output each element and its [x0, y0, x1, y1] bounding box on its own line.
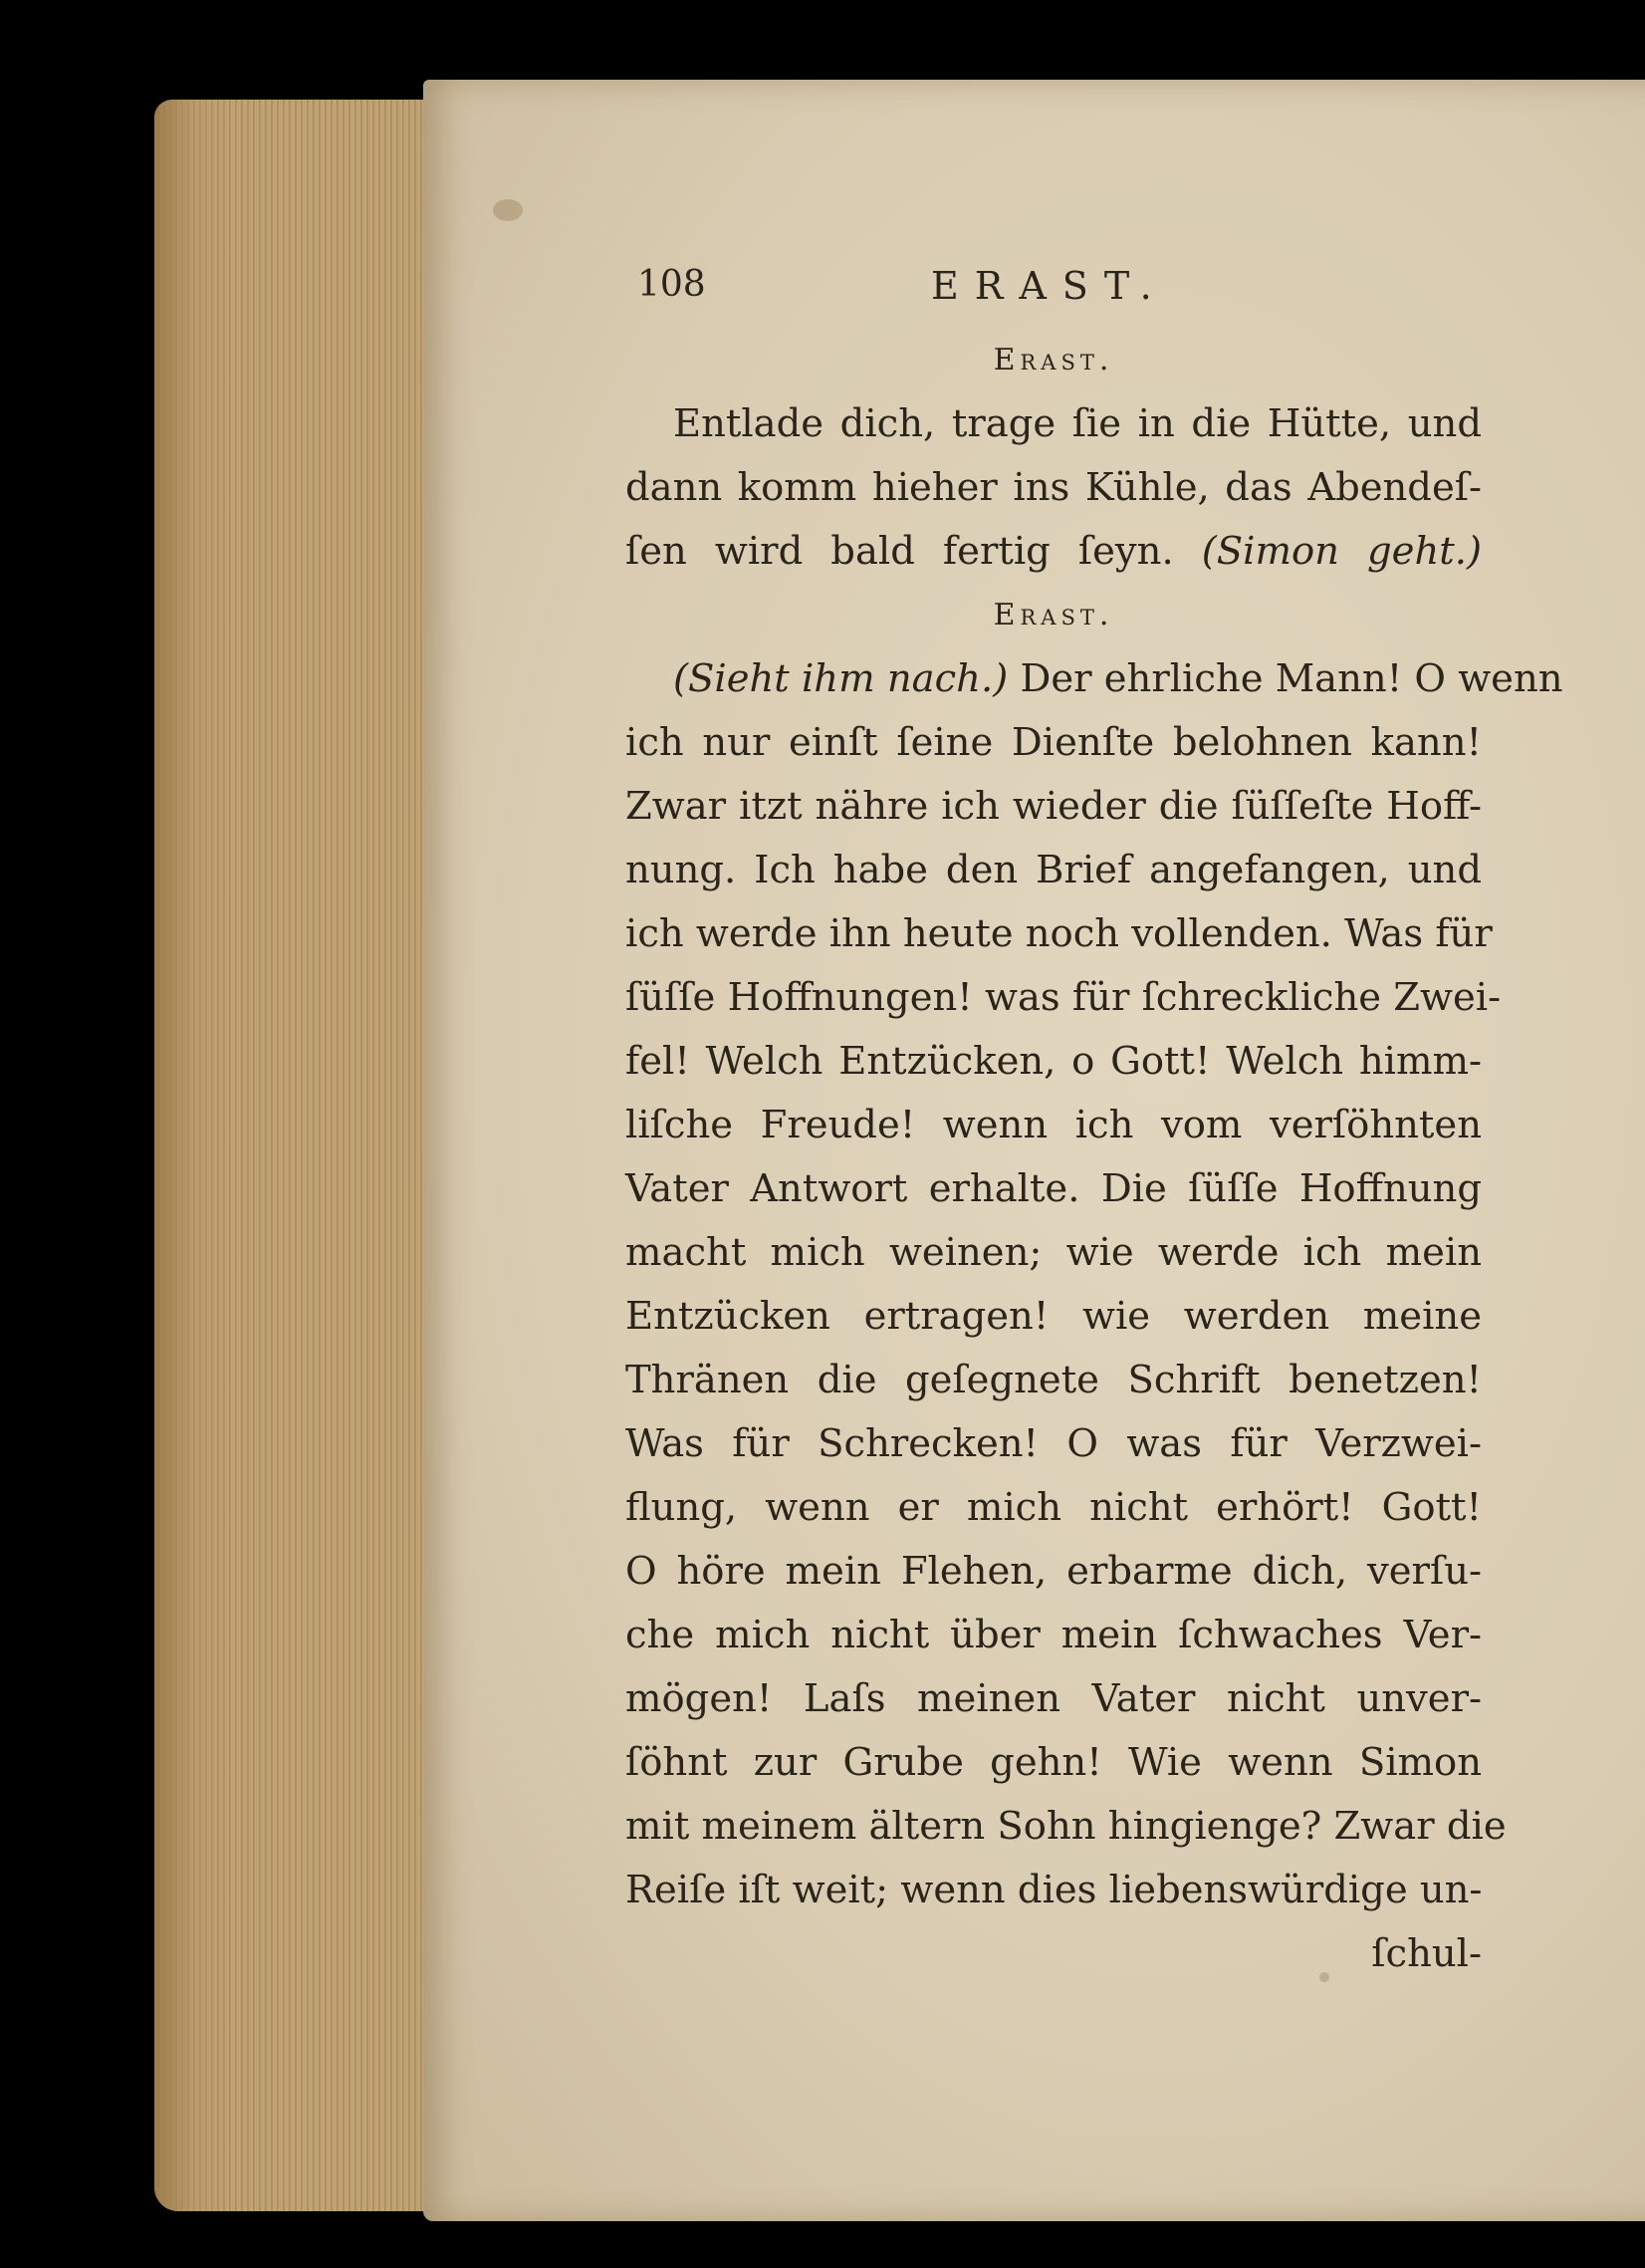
stain	[493, 199, 523, 221]
text-line: fel! Welch Entzücken, o Gott! Welch himm-	[625, 1039, 1482, 1084]
running-title: ERAST.	[931, 264, 1168, 308]
text-line: O höre mein Flehen, erbarme dich, verſu-	[625, 1549, 1482, 1594]
text-line: mit meinem ältern Sohn hingienge? Zwar die	[625, 1804, 1507, 1849]
text-line: flung, wenn er mich nicht erhört! Gott!	[625, 1485, 1482, 1530]
text-line: mögen! Laſs meinen Vater nicht unver-	[625, 1676, 1482, 1721]
text-line: Zwar itzt nähre ich wieder die ſüſſeſte Hoff-	[625, 784, 1482, 829]
stage-direction: (Simon geht.)	[1201, 529, 1482, 574]
text-line: Thränen die geſegnete Schrift benetzen!	[625, 1358, 1482, 1402]
text-line: nung. Ich habe den Brief angefangen, und	[625, 848, 1482, 892]
text-line: Entlade dich, trage ſie in die Hütte, und	[673, 401, 1482, 446]
text-line: ſüſſe Hoffnungen! was für ſchreckliche Zwei-	[625, 975, 1502, 1020]
text-line: Vater Antwort erhalte. Die ſüſſe Hoffnung	[625, 1166, 1482, 1211]
text-line: Entzücken ertragen! wie werden meine	[625, 1294, 1482, 1339]
text-line: dann komm hieher ins Kühle, das Abendeſ-	[625, 465, 1482, 510]
speaker-heading: Erast.	[993, 598, 1114, 632]
speaker-heading: Erast.	[993, 343, 1114, 378]
catchword: ſchul-	[1371, 1931, 1482, 1976]
text-line: ich werde ihn heute noch vollenden. Was für	[625, 911, 1493, 956]
line-text: Der ehrliche Mann! O wenn	[1020, 656, 1563, 701]
text-line: ſöhnt zur Grube gehn! Wie wenn Simon	[625, 1740, 1482, 1785]
page-number: 108	[637, 264, 706, 305]
text-line	[625, 520, 1482, 584]
text-line: liſche Freude! wenn ich vom verſöhnten	[625, 1103, 1482, 1147]
text-line: Reiſe iſt weit; wenn dies liebenswürdige un-	[625, 1868, 1483, 1912]
text-line: macht mich weinen; wie werde ich mein	[625, 1230, 1482, 1275]
text-block	[625, 329, 1563, 1986]
text-line	[625, 647, 1563, 711]
line-text: ſen wird bald fertig ſeyn.	[625, 529, 1174, 574]
text-line: ich nur einſt ſeine Dienſte belohnen kann!	[625, 720, 1482, 765]
stage-direction: (Sieht ihm nach.)	[673, 656, 1009, 701]
text-line: Was für Schrecken! O was für Verzwei-	[625, 1421, 1482, 1466]
running-head	[637, 264, 1484, 324]
text-line: che mich nicht über mein ſchwaches Ver-	[625, 1613, 1482, 1657]
page-edges	[154, 100, 438, 2211]
